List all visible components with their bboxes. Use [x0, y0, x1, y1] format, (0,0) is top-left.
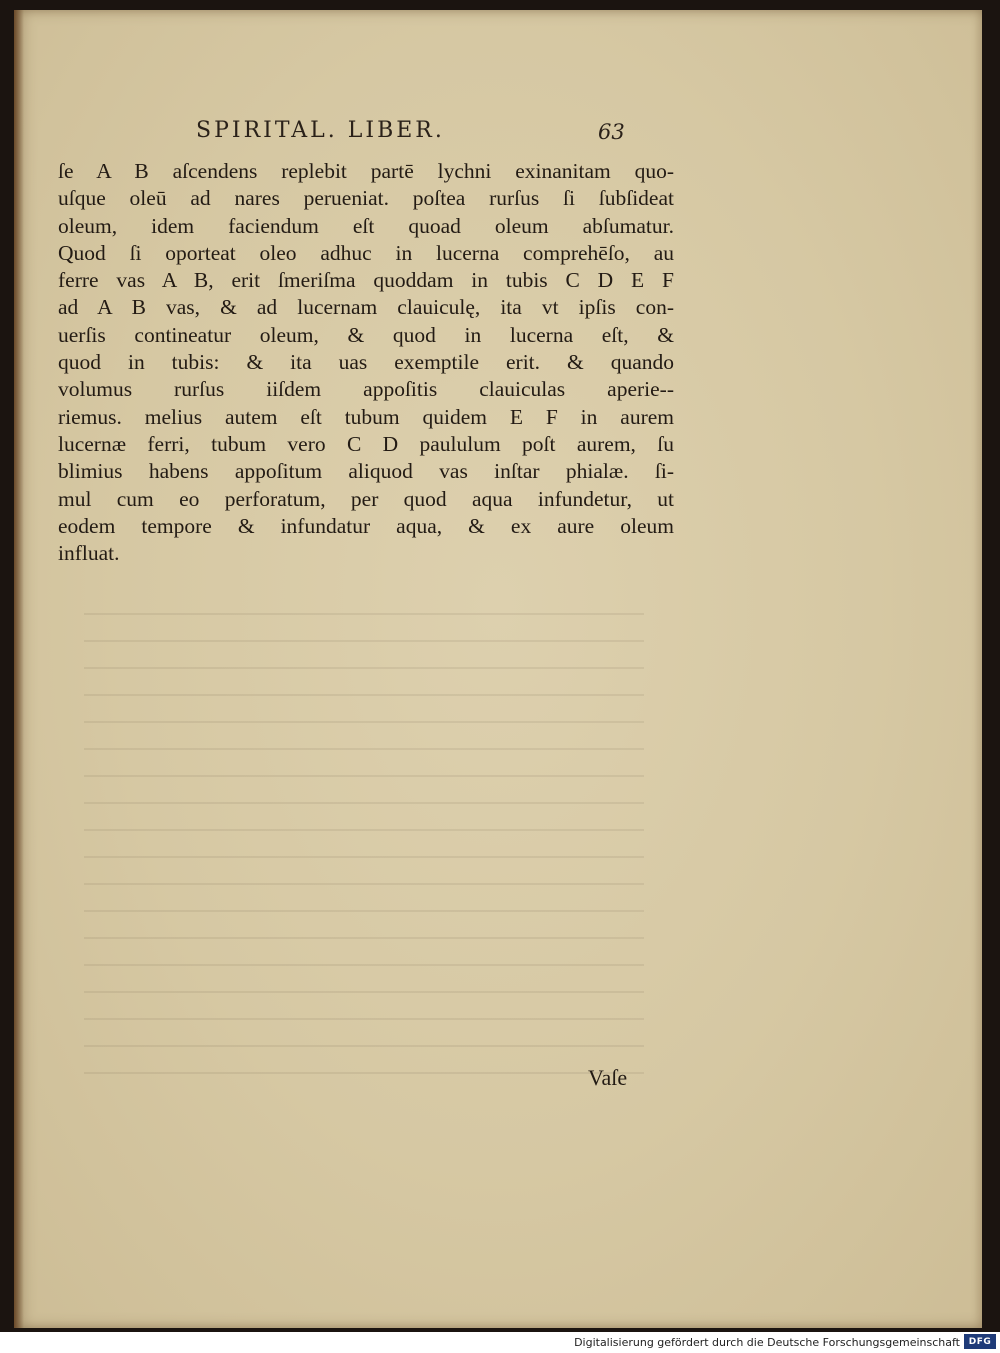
page-gutter [14, 10, 24, 1328]
body-line: lucernæ ferri, tubum vero C D paululum poſt aurem, ſu [58, 431, 674, 456]
footer-bar [0, 1332, 1000, 1353]
body-line: uſque oleū ad nares perueniat. poſtea rurſus ſi ſubſideat [58, 186, 674, 211]
body-line: ſe A B aſcendens replebit partē lychni exinanitam quo- [58, 159, 674, 183]
body-text [58, 158, 674, 567]
body-line: ferre vas A B, erit ſmeriſma quoddam in tubis C D E F [58, 268, 674, 293]
body-line: volumus rurſus iiſdem appoſitis clauiculas aperie-- [58, 377, 674, 402]
page-number: 63 [598, 120, 625, 144]
body-line: quod in tubis: & ita uas exemptile erit. & quando [58, 350, 674, 375]
body-line: mul cum eo perforatum, per quod aqua infundetur, ut [58, 486, 674, 511]
body-line: Quod ſi oporteat oleo adhuc in lucerna comprehēſo, au [58, 240, 674, 265]
catchword: Vaſe [588, 1065, 628, 1090]
body-line: riemus. melius autem eſt tubum quidem E F in aurem [58, 404, 674, 429]
funding-note: Digitalisierung gefördert durch die Deutsche Forschungsgemeinschaft [574, 1336, 960, 1349]
running-head: SPIRITAL. LIBER. [196, 118, 445, 143]
body-line: oleum, idem faciendum eſt quoad oleum abſumatur. [58, 213, 674, 238]
body-line: blimius habens appoſitum aliquod vas inſtar phialæ. ſi- [58, 459, 674, 484]
body-line: uerſis contineatur oleum, & quod in lucerna eſt, & [58, 322, 674, 347]
body-line: eodem tempore & infundatur aqua, & ex aure oleum [58, 513, 674, 538]
show-through-texture [84, 595, 644, 1075]
dfg-logo: DFG [964, 1334, 996, 1349]
body-line: ad A B vas, & ad lucernam clauiculę, ita vt ipſis con- [58, 295, 674, 320]
body-line: influat. [58, 541, 120, 566]
